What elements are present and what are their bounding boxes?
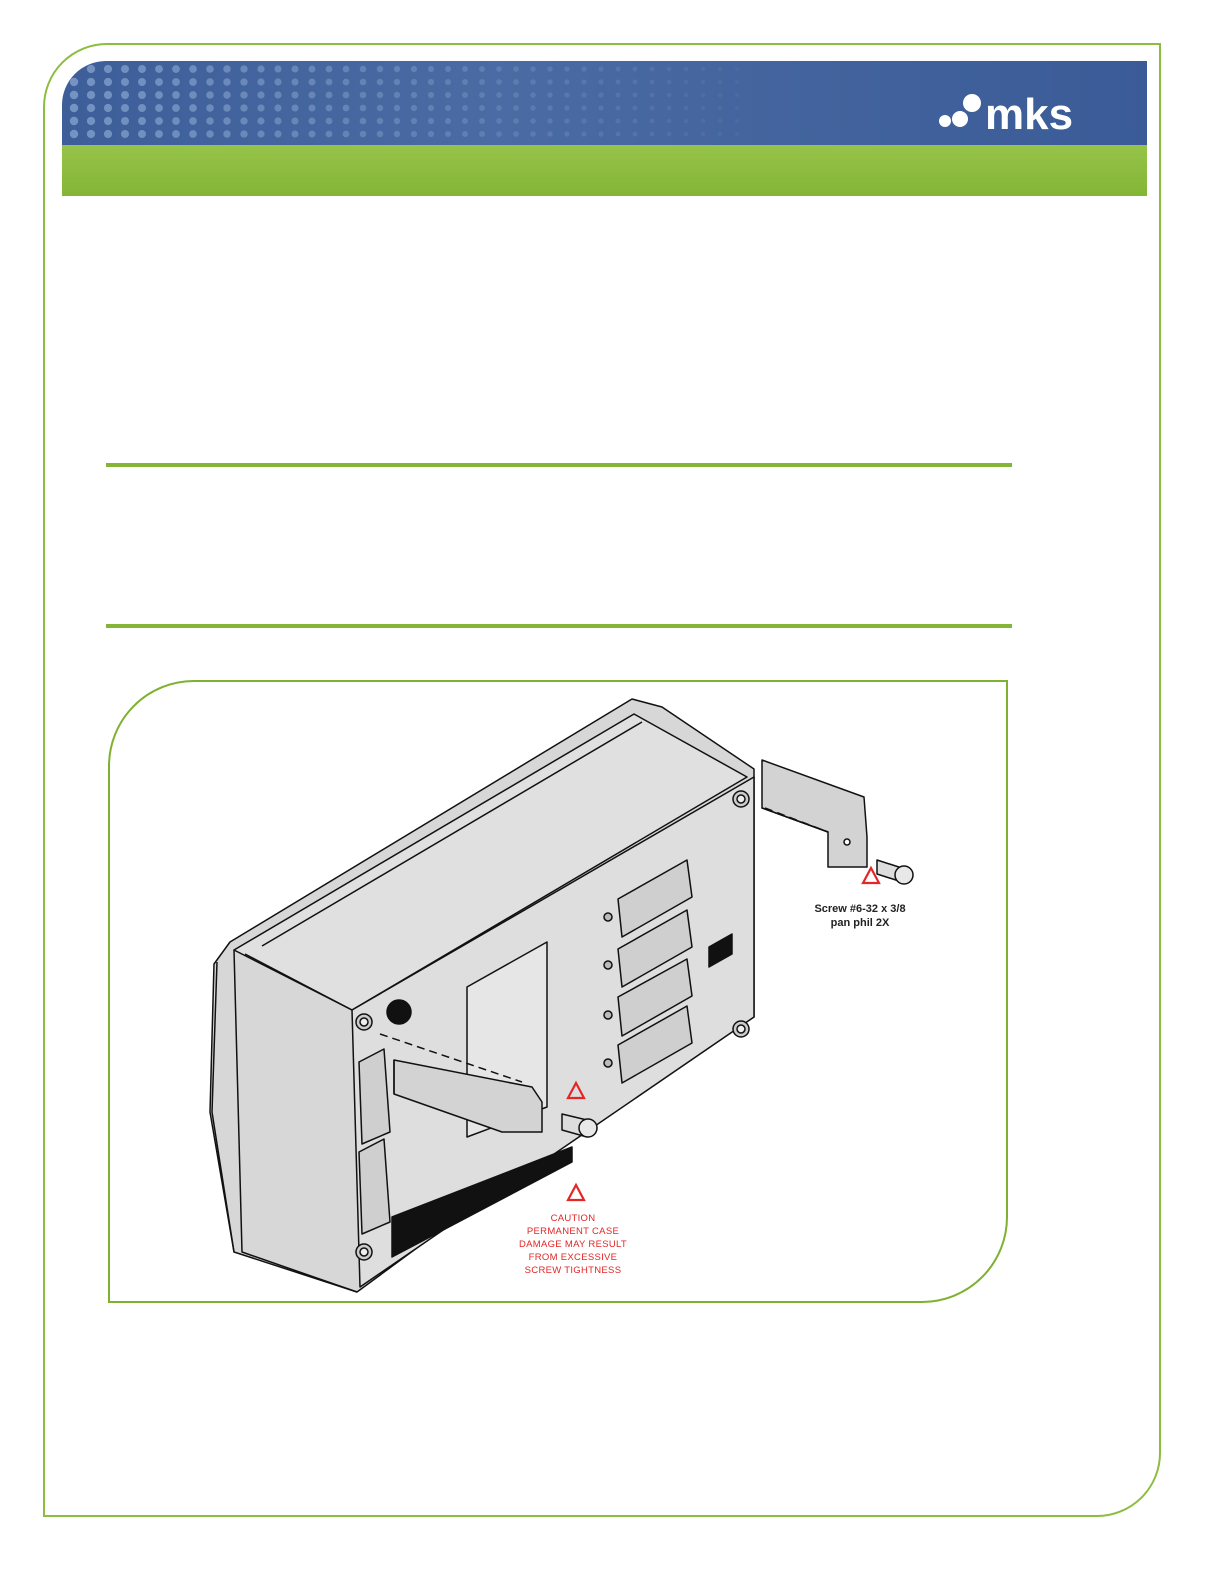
section-rule-top	[106, 463, 1012, 467]
mounting-diagram	[110, 682, 1008, 1303]
mks-logo	[937, 79, 1107, 139]
figure-frame	[108, 680, 1008, 1303]
header-green-band	[62, 145, 1147, 196]
caution-line3: DAMAGE MAY RESULT	[518, 1239, 628, 1250]
header-banner	[62, 61, 1147, 196]
screw-callout-line2: pan phil 2X	[830, 917, 890, 929]
caution-callout	[505, 1212, 641, 1277]
caution-line2: PERMANENT CASE	[526, 1226, 620, 1237]
screw-callout	[790, 902, 930, 930]
caution-line4: FROM EXCESSIVE	[528, 1252, 618, 1263]
logo-text: mks	[985, 90, 1074, 139]
caution-line5: SCREW TIGHTNESS	[524, 1265, 622, 1276]
section-rule-bottom	[106, 624, 1012, 628]
screw-callout-line1: Screw #6-32 x 3/8	[814, 903, 906, 915]
caution-triangle-icon	[568, 1185, 584, 1200]
header-dot-pattern	[62, 61, 762, 145]
caution-line1: CAUTION	[550, 1213, 596, 1224]
